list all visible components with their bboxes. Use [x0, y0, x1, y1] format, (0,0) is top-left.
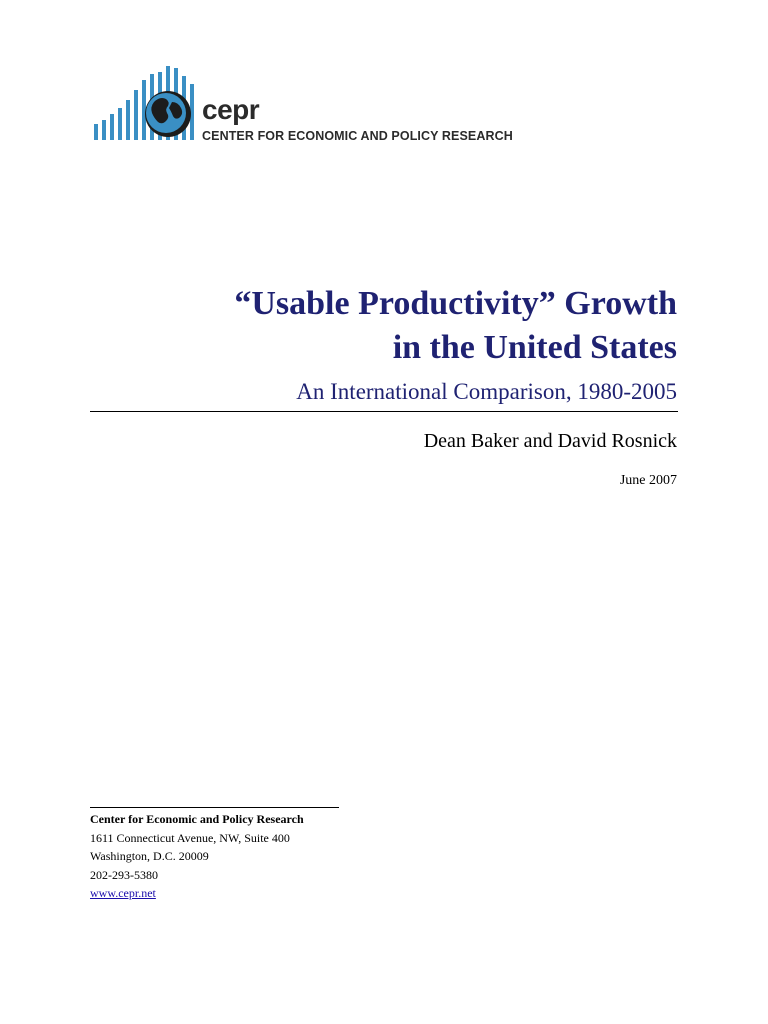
address-phone: 202-293-5380: [90, 867, 158, 882]
page-title: [234, 282, 677, 370]
publication-date: June 2007: [619, 473, 677, 488]
title-divider: [90, 411, 678, 412]
address-organization: Center for Economic and Policy Research: [90, 812, 304, 826]
address-city: Washington, D.C. 20009: [90, 849, 209, 863]
footer-divider: [90, 807, 339, 808]
address-street: 1611 Connecticut Avenue, NW, Suite 400: [90, 830, 290, 845]
cepr-logo: [92, 62, 512, 148]
authors: Dean Baker and David Rosnick: [423, 430, 677, 452]
title-line-2: in the United States: [392, 329, 677, 366]
cepr-bars-globe-icon: [92, 62, 202, 148]
logo-full-name: CENTER FOR ECONOMIC AND POLICY RESEARCH: [202, 129, 513, 143]
logo-wordmark: cepr: [202, 94, 260, 125]
title-line-1: “Usable Productivity” Growth: [234, 285, 677, 322]
website-link[interactable]: www.cepr.net: [90, 886, 156, 900]
page-subtitle: An International Comparison, 1980-2005: [296, 379, 677, 404]
address-block: [90, 810, 304, 903]
